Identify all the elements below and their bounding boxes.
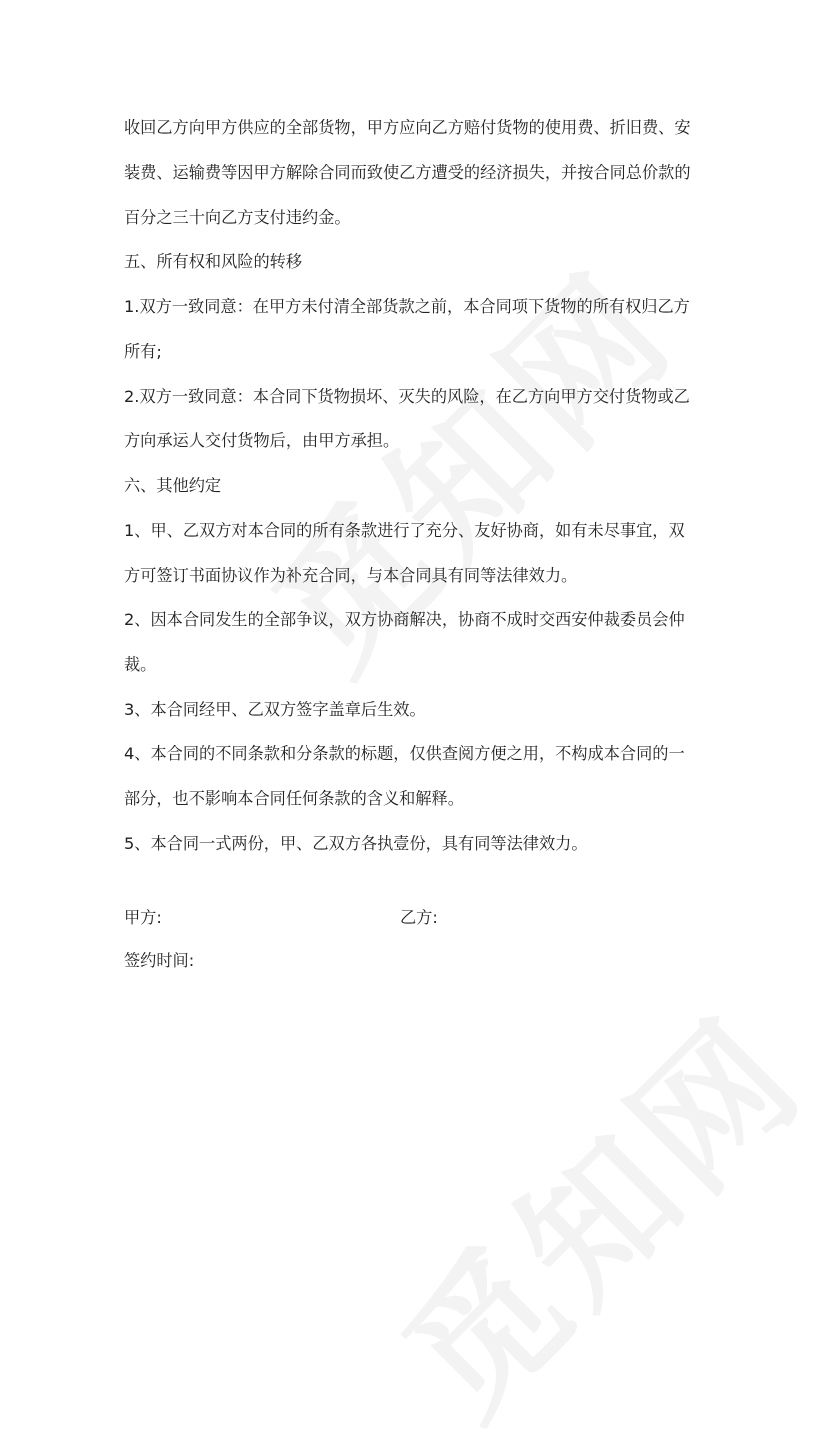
party-a-label: 甲方: (124, 908, 162, 927)
clause-line: 1.双方一致同意：在甲方未付清全部货款之前，本合同项下货物的所有权归乙方 (124, 297, 690, 316)
clause-line: 2、因本合同发生的全部争议，双方协商解决，协商不成时交西安仲裁委员会仲 (124, 610, 685, 629)
clause-line: 部分，也不影响本合同任何条款的含义和解释。 (124, 789, 464, 808)
clause-line: 所有; (124, 342, 162, 361)
clause-line: 5、本合同一式两份，甲、乙双方各执壹份，具有同等法律效力。 (124, 834, 588, 853)
sign-date-label: 签约时间: (124, 951, 195, 970)
clause-line: 裁。 (124, 655, 157, 674)
clause-line: 3、本合同经甲、乙双方签字盖章后生效。 (124, 700, 426, 719)
paragraph-line: 百分之三十向乙方支付违约金。 (124, 208, 351, 227)
clause-line: 1、甲、乙双方对本合同的所有条款进行了充分、友好协商，如有未尽事宜，双 (124, 521, 685, 540)
paragraph-line: 收回乙方向甲方供应的全部货物，甲方应向乙方赔付货物的使用费、折旧费、安 (124, 118, 691, 137)
clause-line: 方向承运人交付货物后，由甲方承担。 (124, 431, 400, 450)
clause-line: 方可签订书面协议作为补充合同，与本合同具有同等法律效力。 (124, 566, 578, 585)
clause-line: 4、本合同的不同条款和分条款的标题，仅供查阅方便之用，不构成本合同的一 (124, 744, 685, 763)
paragraph-line: 装费、运输费等因甲方解除合同而致使乙方遭受的经济损失，并按合同总价款的 (124, 163, 691, 182)
clause-line: 2.双方一致同意：本合同下货物损坏、灭失的风险，在乙方向甲方交付货物或乙 (124, 387, 690, 406)
section-heading: 五、所有权和风险的转移 (124, 252, 303, 271)
party-b-label: 乙方: (400, 908, 438, 927)
watermark (219, 217, 711, 709)
watermark (349, 962, 830, 1454)
section-heading: 六、其他约定 (124, 476, 222, 495)
